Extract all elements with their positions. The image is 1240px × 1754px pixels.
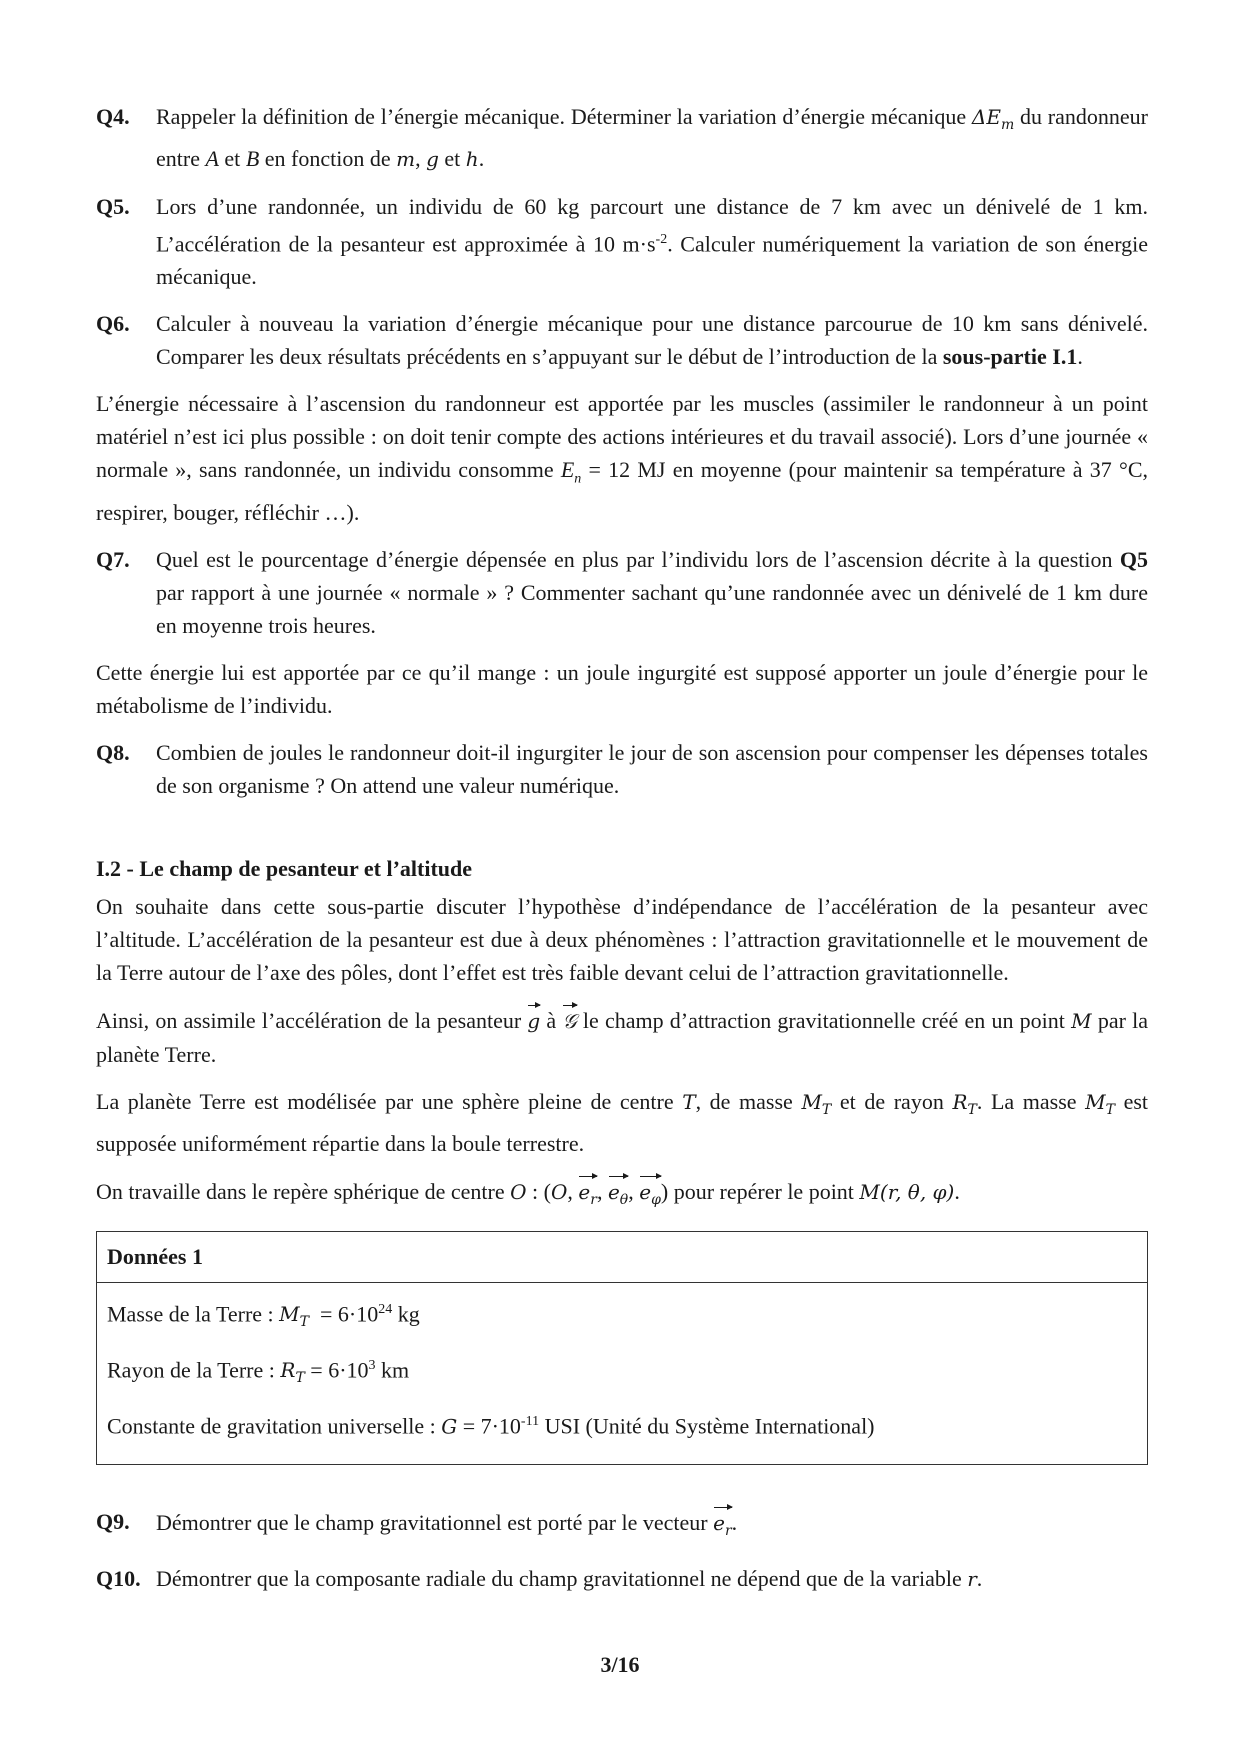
paragraph-repere: On travaille dans le repère sphérique de centre O : (O, $e_r$, $e_\theta$, $e_\varphi$) pour repérer le point M(r, θ, φ). (96, 1174, 1148, 1217)
paragraph-energie-muscles: L’énergie nécessaire à l’ascension du randonneur est apportée par les muscles (assimiler le randonneur à un point matériel n’est ici plus possible : on doit tenir compte des actions intérieures et du travail associé). Lors d’une journée « normale », sans randonnée, un individu consomme $E_n = 12$ MJ en moyenne (pour maintenir sa température à 37 °C, respirer, bouger, réfléchir …). (96, 391, 1148, 525)
paragraph-hypothese: On souhaite dans cette sous-partie discuter l’hypothèse d’indépendance de l’accélération de la pesanteur avec l’altitude. L’accélération de la pesanteur est due à deux phénomènes : l’attraction gravitationnelle et le mouvement de la Terre autour de l’axe des pôles, dont l’effet est très faible devant celui de l’attraction gravitationnelle. (96, 893, 1148, 985)
question-text: Lors d’une randonnée, un individu de 60 kg parcourt une distance de 7 km avec un dénivelé de 1 km. L’accélération de la pesanteur est approximée à 10 $m\cdot s^{-2}$. Calculer numériquement la variation de son énergie mécanique. (156, 194, 1148, 290)
data-box-title: Données 1 (97, 1232, 1147, 1283)
data-row-constante: Constante de gravitation universelle : $G = 7\cdot 10^{-11}$ USI (Unité du Système International) (107, 1413, 875, 1439)
question-text: Démontrer que la composante radiale du champ gravitationnel ne dépend que de la variable r. (156, 1565, 983, 1591)
exam-page (96, 100, 1148, 1610)
question-text: Rappeler la définition de l’énergie mécanique. Déterminer la variation d’énergie mécanique $\Delta E_m$ du randonneur entre A et B en fonction de m, g et h. (156, 104, 1148, 171)
question-text: Calculer à nouveau la variation d’énergie mécanique pour une distance parcourue de 10 km sans dénivelé. Comparer les deux résultats précédents en s’appuyant sur le début de l’introduction de la sous-partie I.1. (156, 311, 1148, 370)
question-q4 (96, 100, 1148, 176)
question-number: Q4. (96, 104, 130, 129)
question-q10 (96, 1562, 1148, 1596)
paragraph-modele-terre: La planète Terre est modélisée par une sphère pleine de centre T, de masse $M_T$ et de rayon $R_T$. La masse $M_T$ est supposée uniformément répartie dans la boule terrestre. (96, 1088, 1149, 1156)
question-text: Démontrer que le champ gravitationnel est porté par le vecteur $e_r$. (156, 1505, 1148, 1548)
paragraph-energie-alimentation: Cette énergie lui est apportée par ce qu’il mange : un joule ingurgité est supposé apporter un joule d’énergie pour le métabolisme de l’individu. (96, 659, 1148, 718)
data-box-body (97, 1283, 1147, 1464)
section-title: I.2 - Le champ de pesanteur et l’altitude (96, 855, 473, 881)
question-number: Q8. (96, 739, 130, 765)
data-box (96, 1231, 1148, 1465)
paragraph-pesanteur: Ainsi, on assimile l’accélération de la pesanteur g à 𝒢 le champ d’attraction gravitationnelle créé en un point M par la planète Terre. (96, 1003, 1148, 1071)
question-q8 (96, 736, 1148, 802)
data-row-rayon: Rayon de la Terre : $R_T = 6\cdot 10^3$ km (107, 1357, 410, 1387)
question-number: Q6. (96, 311, 130, 337)
page-number: 3/16 (600, 1652, 640, 1677)
question-number: Q9. (96, 1508, 130, 1534)
question-number: Q5. (96, 194, 130, 219)
question-text: Quel est le pourcentage d’énergie dépensée en plus par l’individu lors de l’ascension décrite à la question Q5 par rapport à une journée « normale » ? Commenter sachant qu’une randonnée avec un dénivelé de 1 km dure en moyenne trois heures. (156, 546, 1148, 638)
question-q9 (96, 1505, 1148, 1548)
question-q5 (96, 190, 1148, 293)
question-q6 (96, 307, 1148, 373)
question-number: Q10. (96, 1565, 141, 1591)
data-row-masse: Masse de la Terre : $M_T = 6\cdot 10^{24}$ kg (107, 1301, 420, 1331)
question-number: Q7. (96, 546, 130, 572)
question-text: Combien de joules le randonneur doit-il ingurgiter le jour de son ascension pour compenser les dépenses totales de son organisme ? On attend une valeur numérique. (156, 739, 1148, 798)
question-q7 (96, 543, 1148, 642)
